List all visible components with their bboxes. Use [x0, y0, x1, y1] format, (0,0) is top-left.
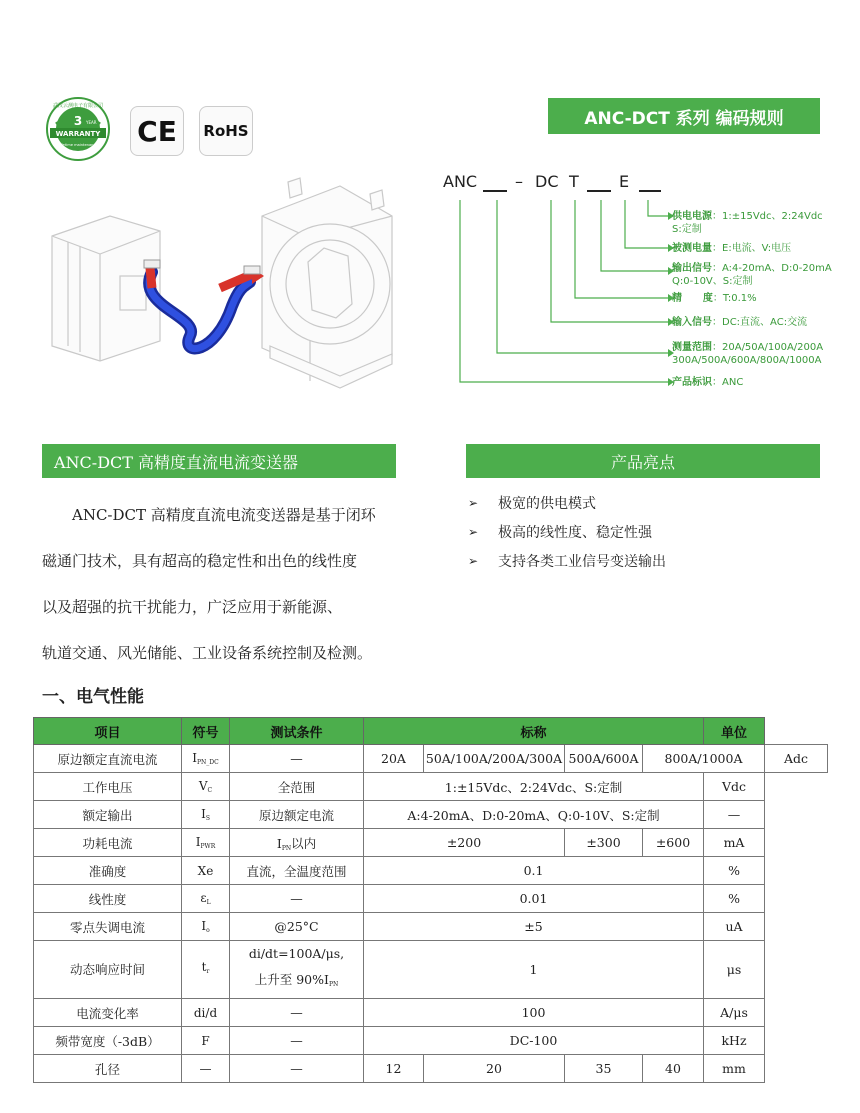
table-cell: $I_o$	[182, 913, 230, 941]
table-cell: $I_{PN}$以内	[230, 829, 364, 857]
table-cell: 工作电压	[34, 773, 182, 801]
rohs-mark: RoHS	[199, 106, 253, 156]
table-cell: 12	[364, 1055, 424, 1083]
table-cell: %	[704, 885, 765, 913]
table-cell: A/μs	[704, 999, 765, 1027]
table-cell: —	[704, 801, 765, 829]
table-cell: 线性度	[34, 885, 182, 913]
ce-mark: CE	[130, 106, 184, 156]
code-dc: DC	[535, 172, 559, 191]
table-header-row	[34, 718, 828, 745]
warranty-badge	[44, 96, 112, 162]
table-cell: 零点失调电流	[34, 913, 182, 941]
series-banner: ANC-DCT 系列 编码规则	[548, 98, 820, 134]
table-cell: mA	[704, 829, 765, 857]
table-cell: μs	[704, 941, 765, 999]
table-cell: F	[182, 1027, 230, 1055]
table-cell: 40	[643, 1055, 704, 1083]
header-item: 项目	[34, 718, 182, 745]
table-cell: 50A/100A/200A/300A	[424, 745, 565, 773]
table-row	[34, 913, 828, 941]
table-cell: kHz	[704, 1027, 765, 1055]
table-cell: di/dt=100A/μs, 上升至 $90\%I_{PN}$	[230, 941, 364, 999]
warranty-ribbon: WARRANTY	[55, 130, 101, 138]
warranty-years-label: YEAR	[86, 120, 97, 125]
table-cell: $\varepsilon_L$	[182, 885, 230, 913]
code-leader-lines	[450, 192, 680, 392]
highlight-banner: 产品亮点	[466, 444, 820, 478]
table-cell: Xe	[182, 857, 230, 885]
table-cell: 100	[364, 999, 704, 1027]
table-cell: 全范围	[230, 773, 364, 801]
table-cell: 原边额定直流电流	[34, 745, 182, 773]
product-banner: ANC-DCT 高精度直流电流变送器	[42, 444, 396, 478]
table-cell: 1	[364, 941, 704, 999]
code-e: E	[619, 172, 630, 191]
warranty-years: 3	[73, 114, 83, 128]
table-cell: —	[230, 885, 364, 913]
table-cell: $V_C$	[182, 773, 230, 801]
table-cell: $I_{PN\_DC}$	[182, 745, 230, 773]
table-cell: 20A	[364, 745, 424, 773]
header-symbol: 符号	[182, 718, 230, 745]
table-cell: ±600	[643, 829, 704, 857]
table-cell: 500A/600A	[565, 745, 643, 773]
table-cell: 800A/1000A	[643, 745, 765, 773]
table-cell: DC-100	[364, 1027, 704, 1055]
legend-input: 输入信号：DC:直流、AC:交流	[672, 317, 808, 328]
table-cell: ±200	[364, 829, 565, 857]
table-cell: A:4-20mA、D:0-20mA、Q:0-10V、S:定制	[364, 801, 704, 829]
table-cell: —	[230, 1055, 364, 1083]
table-row	[34, 1055, 828, 1083]
table-cell: 1:±15Vdc、2:24Vdc、S:定制	[364, 773, 704, 801]
table-cell: 频带宽度（-3dB）	[34, 1027, 182, 1055]
legend-range: 测量范围：20A/50A/100A/200A 300A/500A/600A/800A/1000A	[672, 342, 824, 366]
list-item: ➢ 极宽的供电模式	[468, 495, 596, 512]
table-cell: —	[182, 1055, 230, 1083]
table-cell: mm	[704, 1055, 765, 1083]
header-nominal: 标称	[364, 718, 704, 745]
code-prefix: ANC	[443, 172, 478, 191]
warranty-ring-text: 武汉云测电子有限公司	[52, 103, 104, 109]
legend-accuracy: 精 度：T:0.1%	[672, 293, 757, 304]
list-item: ➢ 极高的线性度、稳定性强	[468, 524, 652, 541]
code-dash: –	[515, 172, 523, 191]
legend-power: 供电电源：1:±15Vdc、2:24Vdc S:定制	[672, 211, 823, 235]
table-cell: —	[230, 1027, 364, 1055]
highlight-list	[468, 488, 820, 575]
legend-measured: 被测电量：E:电流、V:电压	[672, 243, 792, 254]
table-cell: di/d	[182, 999, 230, 1027]
table-cell: ±300	[565, 829, 643, 857]
table-row	[34, 885, 828, 913]
table-cell: 动态响应时间	[34, 941, 182, 999]
table-cell: ±5	[364, 913, 704, 941]
table-cell: —	[230, 745, 364, 773]
table-cell: 电流变化率	[34, 999, 182, 1027]
table-row	[34, 801, 828, 829]
list-item: ➢ 支持各类工业信号变送输出	[468, 553, 666, 570]
table-row	[34, 999, 828, 1027]
header-condition: 测试条件	[230, 718, 364, 745]
table-cell: Vdc	[704, 773, 765, 801]
arrow-bullet-icon: ➢	[468, 495, 479, 510]
table-cell: @25°C	[230, 913, 364, 941]
table-cell: —	[230, 999, 364, 1027]
table-row	[34, 941, 828, 999]
table-cell: 孔径	[34, 1055, 182, 1083]
table-row	[34, 857, 828, 885]
table-cell: 直流，全温度范围	[230, 857, 364, 885]
table-row	[34, 1027, 828, 1055]
arrow-bullet-icon: ➢	[468, 524, 479, 539]
table-cell: uA	[704, 913, 765, 941]
arrow-bullet-icon: ➢	[468, 553, 479, 568]
warranty-sub: Lifetime maintenance	[58, 143, 98, 147]
table-cell: 准确度	[34, 857, 182, 885]
electrical-spec-table	[33, 717, 828, 1083]
code-t: T	[569, 172, 579, 191]
table-row	[34, 829, 828, 857]
table-cell: $t_r$	[182, 941, 230, 999]
current-transducer-illustration	[40, 176, 410, 396]
table-cell: 原边额定电流	[230, 801, 364, 829]
table-row	[34, 773, 828, 801]
table-cell: %	[704, 857, 765, 885]
table-cell: 35	[565, 1055, 643, 1083]
table-cell: 20	[424, 1055, 565, 1083]
table-cell: 额定输出	[34, 801, 182, 829]
header-unit: 单位	[704, 718, 765, 745]
table-row	[34, 745, 828, 773]
table-cell: $I_S$	[182, 801, 230, 829]
table-cell: 0.01	[364, 885, 704, 913]
legend-output: 输出信号：A:4-20mA、D:0-20mA Q:0-10V、S:定制	[672, 263, 832, 287]
table-cell: Adc	[765, 745, 828, 773]
section-title: 一、电气性能	[42, 687, 144, 707]
table-cell: 0.1	[364, 857, 704, 885]
table-cell: $I_{PWR}$	[182, 829, 230, 857]
table-cell: 功耗电流	[34, 829, 182, 857]
product-description: ANC-DCT 高精度直流电流变送器是基于闭环 磁通门技术，具有超高的稳定性和出色的线性度 以及超强的抗干扰能力，广泛应用于新能源、 轨道交通、风光储能、工业设备系统控制及检测。	[42, 506, 376, 662]
legend-id: 产品标识：ANC	[672, 377, 744, 388]
